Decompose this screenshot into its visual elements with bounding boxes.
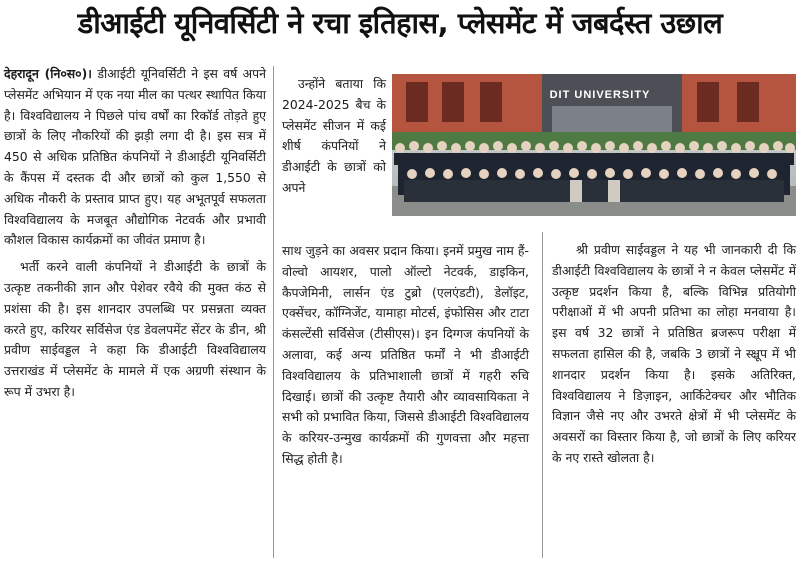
article-column-1 bbox=[4, 64, 266, 409]
paragraph: उन्होंने बताया कि 2024-2025 बैच के प्लेसमेंट सीजन में कई शीर्ष कंपनियों ने डीआईटी के छात्रों को अपने bbox=[282, 76, 386, 195]
column-divider bbox=[273, 66, 274, 558]
paragraph bbox=[4, 64, 266, 251]
article-column-3 bbox=[552, 240, 796, 475]
headline: डीआईटी यूनिवर्सिटी ने रचा इतिहास, प्लेसमेंट में जबर्दस्त उछाल bbox=[77, 6, 723, 40]
article-column-2 bbox=[282, 241, 529, 476]
campus-sign: DIT UNIVERSITY bbox=[549, 89, 651, 101]
dateline: देहरादून (नि०स०)। bbox=[4, 66, 92, 81]
column-divider bbox=[542, 232, 543, 558]
article-column-2-top bbox=[282, 74, 386, 205]
group-photo bbox=[392, 74, 796, 216]
paragraph: श्री प्रवीण साईवड्डल ने यह भी जानकारी दी कि डीआईटी विश्वविद्यालय के छात्रों ने न केवल प्लेसमेंट में उत्कृष्ट प्रदर्शन किया है, बल्कि विभिन्न प्रतियोगी परीक्षाओं में भी अपनी प्रतिभा का लोहा मनवाया है। इस वर्ष 32 छात्रों ने प्रतिष्ठित ब्रजरूप परीक्षा में सफलता हासिल की है, जबकि 3 छात्रों ने स्क्ष्रूप में भी शानदार प्रदर्शन किया है। इसके अतिरिक्त, विश्वविद्यालय ने डिज़ाइन, आर्किटेक्चर और भौतिक विज्ञान जैसे नए और उभरते क्षेत्रों में भी प्लेसमेंट के अवसरों का विस्तार किया है, जो छात्रों के लिए करियर के नए रास्ते खोलता है। bbox=[552, 242, 796, 465]
paragraph: साथ जुड़ने का अवसर प्रदान किया। इनमें प्रमुख नाम हैं- वोल्वो आयशर, पालो ऑल्टो नेटवर्क, डाइकिन, कैपजेमिनी, लार्सन एंड टुब्रो (एलएंडटी), डेलॉइट, एक्सेंचर, कॉग्निजेंट, यामाहा मोटर्स, इंफोसिस और टाटा कंसल्टेंसी सर्विसेज (टीसीएस)। इन दिग्गज कंपनियों के अलावा, कई अन्य प्रतिष्ठित फर्मों ने भी डीआईटी विश्वविद्यालय के प्रतिभाशाली छात्रों में गहरी रुचि दिखाई। छात्रों की उत्कृष्ट तैयारी और व्यावसायिकता ने सभी को प्रभावित किया, जिससे डीआईटी विश्वविद्यालय के करियर-उन्मुख कार्यक्रमों की गुणवत्ता और महत्ता सिद्ध होती है। bbox=[282, 243, 529, 466]
paragraph-text: डीआईटी यूनिवर्सिटी ने इस वर्ष अपने प्लेसमेंट अभियान में एक नया मील का पत्थर स्थापित किया है। विश्वविद्यालय ने पिछले पांच वर्षों का रिकॉर्ड तोड़ते हुए छात्रों के लिए नौकरियों की झड़ी लगा दी है। इस सत्र में 450 से अधिक प्रतिष्ठित कंपनियों ने डीआईटी यूनिवर्सिटी के कैंपस में दस्तक दी और छात्रों को कुल 1,550 से अधिक नौकरी के प्रस्ताव प्राप्त हुए। यह अभूतपूर्व सफलता विश्वविद्यालय के मजबूत औद्योगिक नेटवर्क और प्रभावी कौशल विकास कार्यक्रमों का जीवंत प्रमाण है। bbox=[4, 66, 267, 248]
paragraph: भर्ती करने वाली कंपनियों ने डीआईटी के छात्रों के उत्कृष्ट तकनीकी ज्ञान और पेशेवर रवैये की मुक्त कंठ से प्रशंसा की है। इस शानदार उपलब्धि पर प्रसन्नता व्यक्त करते हुए, करियर सर्विसेज एंड डेवलपमेंट सेंटर के डीन, श्री प्रवीण साईवड्डल ने कहा कि डीआईटी विश्वविद्यालय उत्तराखंड में प्लेसमेंट के मामले में एक अग्रणी संस्थान के रूप में उभरा है। bbox=[4, 259, 266, 399]
